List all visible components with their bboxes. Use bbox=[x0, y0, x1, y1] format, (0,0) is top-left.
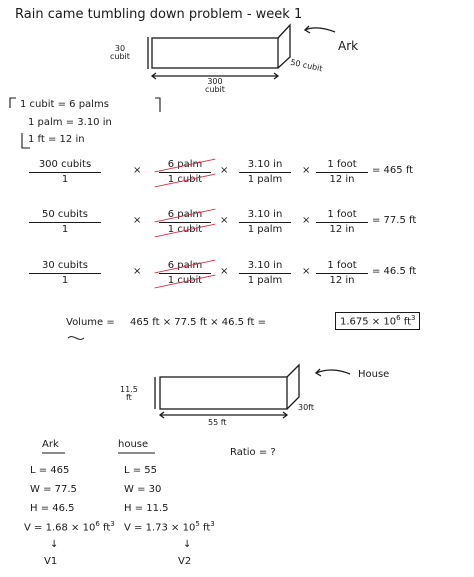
volume-expression: 465 ft × 77.5 ft × 46.5 ft = bbox=[130, 317, 266, 328]
volume-result-exponent: 6 bbox=[396, 314, 401, 322]
foot-fraction bbox=[312, 209, 372, 236]
house-height-label: 11.5 ft bbox=[120, 385, 138, 402]
ark-volume-base: V = 1.68 × 10 bbox=[24, 522, 96, 534]
ark-width-label: 50 cubit bbox=[289, 57, 324, 74]
cubits-fraction bbox=[25, 159, 105, 186]
cubits-fraction bbox=[25, 209, 105, 236]
ark-length-label: 300 cubit bbox=[205, 77, 225, 94]
conversion-palm-inch: 1 palm = 3.10 in bbox=[28, 117, 112, 128]
house-volume-symbol: V2 bbox=[178, 556, 192, 567]
palm-numerator: 6 palm bbox=[155, 209, 215, 221]
conversion-foot-inch: 1 ft = 12 in bbox=[28, 134, 85, 145]
volume-result bbox=[335, 312, 420, 330]
ratio-label: Ratio = ? bbox=[230, 447, 276, 458]
ark-heading: Ark bbox=[42, 439, 59, 450]
inch-fraction bbox=[235, 260, 295, 287]
inch-denominator: 1 palm bbox=[247, 174, 283, 185]
house-arrow-label: House bbox=[358, 369, 390, 380]
house-down-arrow: ↓ bbox=[183, 539, 192, 550]
calculation-row bbox=[0, 155, 474, 191]
house-length-value: L = 55 bbox=[124, 465, 158, 476]
house-heading: house bbox=[118, 439, 149, 450]
calc-result: = 465 ft bbox=[372, 165, 414, 176]
foot-denominator: 12 in bbox=[329, 224, 355, 235]
palm-denominator: 1 cubit bbox=[155, 174, 215, 186]
house-width-label: 30ft bbox=[298, 403, 314, 412]
palm-fraction bbox=[155, 159, 215, 186]
house-width-value: W = 30 bbox=[124, 484, 162, 495]
house-volume-exponent: 5 bbox=[195, 520, 200, 528]
ark-arrow-label: Ark bbox=[338, 39, 359, 53]
volume-result-unit-exponent: 3 bbox=[411, 314, 416, 322]
cubits-fraction bbox=[25, 260, 105, 287]
calculation-row bbox=[0, 205, 474, 241]
times-sign: × bbox=[302, 165, 311, 176]
inch-denominator: 1 palm bbox=[247, 275, 283, 286]
times-sign: × bbox=[133, 165, 142, 176]
ark-box-drawing bbox=[148, 25, 335, 79]
house-height-value: H = 11.5 bbox=[124, 503, 169, 514]
volume-result-base: 1.675 × 10 bbox=[340, 316, 397, 328]
ark-volume-exponent: 6 bbox=[95, 520, 100, 528]
house-length-label: 55 ft bbox=[208, 418, 227, 427]
foot-fraction bbox=[312, 260, 372, 287]
inch-fraction bbox=[235, 159, 295, 186]
ark-width-value: W = 77.5 bbox=[30, 484, 77, 495]
palm-fraction bbox=[155, 209, 215, 236]
ark-down-arrow: ↓ bbox=[50, 539, 59, 550]
conversion-cubit-palm: 1 cubit = 6 palms bbox=[20, 99, 109, 110]
inch-numerator: 3.10 in bbox=[247, 209, 283, 220]
palm-numerator: 6 palm bbox=[155, 159, 215, 171]
cubits-value: 50 cubits bbox=[42, 209, 88, 220]
cubits-value: 30 cubits bbox=[42, 260, 88, 271]
inch-fraction bbox=[235, 209, 295, 236]
foot-numerator: 1 foot bbox=[327, 209, 357, 220]
cubits-denominator: 1 bbox=[61, 174, 69, 185]
ark-length-value: L = 465 bbox=[30, 465, 70, 476]
foot-fraction bbox=[312, 159, 372, 186]
inch-denominator: 1 palm bbox=[247, 224, 283, 235]
palm-fraction bbox=[155, 260, 215, 287]
foot-numerator: 1 foot bbox=[327, 159, 357, 170]
times-sign: × bbox=[133, 266, 142, 277]
palm-numerator: 6 palm bbox=[155, 260, 215, 272]
ark-volume-unit-exponent: 3 bbox=[110, 520, 115, 528]
times-sign: × bbox=[220, 215, 229, 226]
house-box-drawing bbox=[155, 365, 350, 418]
house-volume-unit: ft bbox=[202, 522, 211, 534]
times-sign: × bbox=[133, 215, 142, 226]
ark-volume-symbol: V1 bbox=[44, 556, 58, 567]
times-sign: × bbox=[220, 266, 229, 277]
palm-denominator: 1 cubit bbox=[155, 224, 215, 236]
foot-denominator: 12 in bbox=[329, 275, 355, 286]
calculation-row bbox=[0, 256, 474, 292]
cubits-denominator: 1 bbox=[61, 275, 69, 286]
times-sign: × bbox=[302, 215, 311, 226]
palm-denominator: 1 cubit bbox=[155, 275, 215, 287]
ark-height-label: 30 cubit bbox=[110, 44, 130, 61]
house-volume-base: V = 1.73 × 10 bbox=[124, 522, 196, 534]
foot-numerator: 1 foot bbox=[327, 260, 357, 271]
page-title: Rain came tumbling down problem - week 1 bbox=[15, 7, 303, 22]
cubits-value: 300 cubits bbox=[38, 159, 92, 170]
foot-denominator: 12 in bbox=[329, 174, 355, 185]
inch-numerator: 3.10 in bbox=[247, 159, 283, 170]
volume-label: Volume = bbox=[66, 317, 115, 328]
ark-height-value: H = 46.5 bbox=[30, 503, 75, 514]
house-volume bbox=[124, 521, 215, 533]
calc-result: = 77.5 ft bbox=[372, 215, 417, 226]
volume-result-unit: ft bbox=[403, 316, 412, 328]
ark-volume bbox=[24, 521, 115, 533]
times-sign: × bbox=[302, 266, 311, 277]
times-sign: × bbox=[220, 165, 229, 176]
ark-volume-unit: ft bbox=[102, 522, 111, 534]
inch-numerator: 3.10 in bbox=[247, 260, 283, 271]
calc-result: = 46.5 ft bbox=[372, 266, 417, 277]
cubits-denominator: 1 bbox=[61, 224, 69, 235]
house-volume-unit-exponent: 3 bbox=[210, 520, 215, 528]
